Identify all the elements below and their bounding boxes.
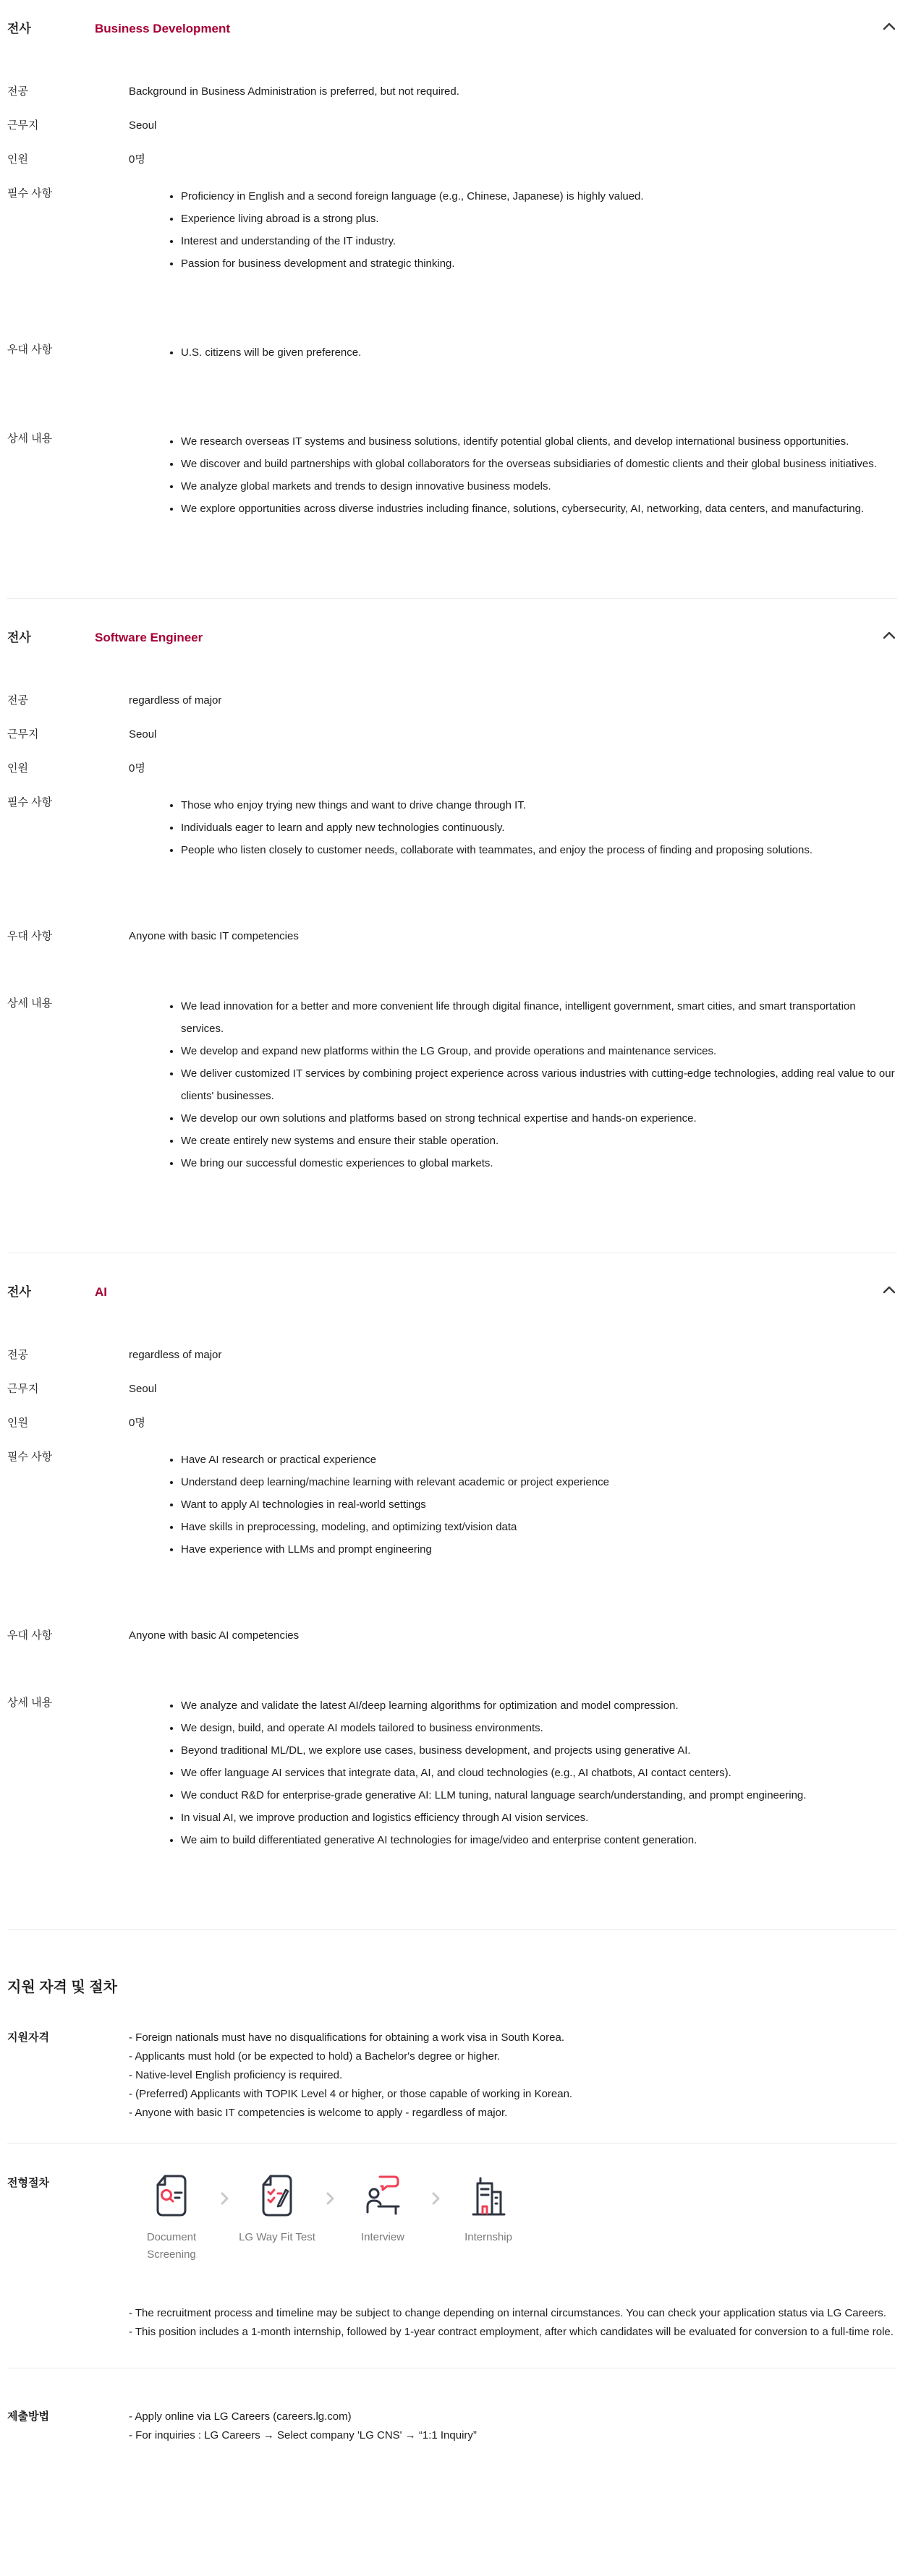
field-label: 우대 사항 bbox=[7, 344, 53, 356]
field-label: 근무지 bbox=[7, 119, 39, 132]
field-label: 상세 내용 bbox=[7, 432, 53, 445]
field-row-location bbox=[7, 117, 897, 134]
step-name: Internship bbox=[464, 2231, 512, 2243]
field-row-details bbox=[7, 430, 897, 520]
field-row-requirements bbox=[7, 794, 897, 861]
list-item: • We analyze and validate the latest AI/deep learning algorithms for optimization and model compression. bbox=[181, 1694, 897, 1717]
collapse-section-button[interactable] bbox=[883, 22, 896, 30]
step-internship bbox=[446, 2174, 531, 2246]
job-title: Software Engineer bbox=[95, 631, 203, 644]
process-content bbox=[129, 2174, 897, 2342]
building-icon bbox=[470, 2174, 506, 2217]
list-item: • We design, build, and operate AI models tailored to business environments. bbox=[181, 1717, 897, 1739]
field-row-headcount bbox=[7, 1415, 897, 1431]
job-title: Business Development bbox=[95, 22, 231, 35]
collapse-section-button[interactable] bbox=[883, 631, 896, 639]
job-category-label: 전사 bbox=[7, 22, 31, 35]
field-row-preferred bbox=[7, 928, 897, 944]
field-row-location bbox=[7, 726, 897, 743]
list-item: • We discover and build partnerships with global collaborators for the overseas subsidiaries of domestic clients and their global business initiatives. bbox=[181, 453, 897, 475]
qualification-line: - Native-level English proficiency is required. bbox=[129, 2069, 343, 2081]
checklist-pencil-icon bbox=[260, 2174, 294, 2217]
list-item: • Want to apply AI technologies in real-world settings bbox=[181, 1493, 897, 1516]
field-row-requirements bbox=[7, 185, 897, 275]
details-list bbox=[129, 1694, 897, 1851]
field-row-preferred bbox=[7, 341, 897, 364]
field-row-headcount bbox=[7, 151, 897, 168]
list-item: • Have skills in preprocessing, modeling, and optimizing text/vision data bbox=[181, 1516, 897, 1538]
field-value: 0명 bbox=[129, 153, 145, 166]
step-arrow-icon bbox=[214, 2177, 234, 2220]
process-label: 전형절차 bbox=[7, 2177, 49, 2189]
field-row-major bbox=[7, 1347, 897, 1363]
list-item: • Proficiency in English and a second foreign language (e.g., Chinese, Japanese) is highly valued. bbox=[181, 185, 897, 208]
field-label: 전공 bbox=[7, 85, 28, 98]
job-category-label: 전사 bbox=[7, 631, 31, 644]
list-item: • Individuals eager to learn and apply new technologies continuously. bbox=[181, 816, 897, 839]
requirements-list bbox=[129, 1449, 897, 1561]
qualification-line: - Anyone with basic IT competencies is welcome to apply - regardless of major. bbox=[129, 2107, 508, 2119]
field-row-major bbox=[7, 83, 897, 100]
field-value: Background in Business Administration is preferred, but not required. bbox=[129, 85, 459, 98]
field-row-location bbox=[7, 1381, 897, 1397]
field-label: 필수 사항 bbox=[7, 796, 53, 809]
job-section-header[interactable] bbox=[7, 1284, 897, 1300]
field-value: regardless of major bbox=[129, 694, 222, 707]
step-arrow-icon bbox=[320, 2177, 340, 2220]
preferred-list bbox=[129, 341, 897, 364]
list-item: • We explore opportunities across diverse industries including finance, solutions, cybersecurity, AI, networking, data centers, and manufacturing. bbox=[181, 498, 897, 520]
process-notes bbox=[129, 2304, 897, 2342]
job-section-header[interactable] bbox=[7, 20, 897, 37]
field-label: 근무지 bbox=[7, 1383, 39, 1395]
field-label: 우대 사항 bbox=[7, 1629, 53, 1642]
submission-label: 제출방법 bbox=[7, 2410, 49, 2423]
list-item: • Experience living abroad is a strong plus. bbox=[181, 208, 897, 230]
step-name: Interview bbox=[360, 2231, 405, 2243]
list-item: • We offer language AI services that integrate data, AI, and cloud technologies (e.g., AI chatbots, AI contact centers). bbox=[181, 1762, 897, 1784]
document-magnifier-icon bbox=[155, 2174, 188, 2217]
field-label: 상세 내용 bbox=[7, 997, 53, 1010]
field-value: Seoul bbox=[129, 1383, 157, 1395]
requirements-list bbox=[129, 185, 897, 275]
field-value: 0명 bbox=[129, 1417, 145, 1429]
qualification-label: 지원자격 bbox=[7, 2031, 49, 2044]
list-item: • We analyze global markets and trends to design innovative business models. bbox=[181, 475, 897, 498]
step-lg-way-fit-test bbox=[234, 2174, 320, 2246]
list-item: • We deliver customized IT services by combining project experience across various industries with cutting-edge technologies, adding real value to our clients' businesses. bbox=[181, 1062, 897, 1107]
field-value: regardless of major bbox=[129, 1349, 222, 1361]
qualification-lines bbox=[129, 2029, 897, 2123]
field-row-requirements bbox=[7, 1449, 897, 1561]
process-note-line: - This position includes a 1-month internship, followed by 1-year contract employment, after which candidates will be evaluated for conversion to a full-time role. bbox=[129, 2326, 894, 2338]
list-item: • We bring our successful domestic experiences to global markets. bbox=[181, 1152, 897, 1174]
field-row-major bbox=[7, 692, 897, 709]
list-item: • Beyond traditional ML/DL, we explore use cases, business development, and projects using generative AI. bbox=[181, 1739, 897, 1762]
job-section-software-engineer bbox=[7, 599, 897, 1253]
qualification-line: - (Preferred) Applicants with TOPIK Level 4 or higher, or those capable of working in Korean. bbox=[129, 2088, 573, 2100]
apply-heading: 지원 자격 및 절차 bbox=[7, 1979, 117, 1995]
apply-section bbox=[7, 1930, 897, 2445]
chevron-up-icon bbox=[883, 631, 896, 641]
job-section-ai bbox=[7, 1253, 897, 1930]
qualification-line: - Foreign nationals must have no disqualifications for obtaining a work visa in South Korea. bbox=[129, 2031, 564, 2044]
list-item: • We conduct R&D for enterprise-grade generative AI: LLM tuning, natural language search/understanding, and prompt engineering. bbox=[181, 1784, 897, 1807]
field-label: 필수 사항 bbox=[7, 187, 53, 200]
submission-lines bbox=[129, 2407, 897, 2445]
field-label: 인원 bbox=[7, 1417, 28, 1429]
step-name: LG Way Fit Test bbox=[239, 2231, 315, 2243]
details-list bbox=[129, 430, 897, 520]
list-item: • Passion for business development and strategic thinking. bbox=[181, 252, 897, 275]
step-interview bbox=[340, 2174, 425, 2246]
collapse-section-button[interactable] bbox=[883, 1286, 896, 1294]
field-value: 0명 bbox=[129, 762, 145, 775]
field-label: 우대 사항 bbox=[7, 930, 53, 942]
list-item: • We lead innovation for a better and more convenient life through digital finance, intelligent government, smart cities, and smart transportation services. bbox=[181, 995, 897, 1040]
qualification-row bbox=[7, 2029, 897, 2144]
requirements-list bbox=[129, 794, 897, 861]
process-steps bbox=[129, 2174, 897, 2264]
process-row bbox=[7, 2144, 897, 2368]
field-label: 상세 내용 bbox=[7, 1697, 53, 1709]
chevron-up-icon bbox=[883, 1285, 896, 1296]
field-label: 인원 bbox=[7, 762, 28, 775]
job-section-header[interactable] bbox=[7, 629, 897, 646]
job-title: AI bbox=[95, 1285, 107, 1299]
job-section-business-development bbox=[7, 0, 897, 599]
submission-row bbox=[7, 2368, 897, 2445]
field-label: 필수 사항 bbox=[7, 1451, 53, 1463]
list-item: • We create entirely new systems and ensure their stable operation. bbox=[181, 1130, 897, 1152]
list-item: • People who listen closely to customer needs, collaborate with teammates, and enjoy the process of finding and proposing solutions. bbox=[181, 839, 897, 861]
field-value: Anyone with basic AI competencies bbox=[129, 1629, 300, 1642]
field-label: 전공 bbox=[7, 694, 28, 707]
list-item: • Those who enjoy trying new things and want to drive change through IT. bbox=[181, 794, 897, 816]
field-label: 전공 bbox=[7, 1349, 28, 1361]
list-item: • We research overseas IT systems and business solutions, identify potential global clients, and develop international business opportunities. bbox=[181, 430, 897, 453]
step-document-screening bbox=[129, 2174, 214, 2264]
list-item: • Interest and understanding of the IT industry. bbox=[181, 230, 897, 252]
list-item: • Understand deep learning/machine learning with relevant academic or project experience bbox=[181, 1471, 897, 1493]
details-list bbox=[129, 995, 897, 1174]
field-label: 근무지 bbox=[7, 728, 39, 741]
field-row-preferred bbox=[7, 1627, 897, 1644]
job-category-label: 전사 bbox=[7, 1285, 31, 1299]
field-value: Anyone with basic IT competencies bbox=[129, 930, 299, 942]
list-item: • We aim to build differentiated generative AI technologies for image/video and enterprise content generation. bbox=[181, 1829, 897, 1851]
list-item: • In visual AI, we improve production and logistics efficiency through AI vision services. bbox=[181, 1807, 897, 1829]
field-label: 인원 bbox=[7, 153, 28, 166]
interview-person-icon bbox=[364, 2174, 402, 2217]
field-row-details bbox=[7, 995, 897, 1174]
field-value: Seoul bbox=[129, 119, 157, 132]
field-row-details bbox=[7, 1694, 897, 1851]
list-item: • U.S. citizens will be given preference. bbox=[181, 341, 897, 364]
submission-line: - For inquiries : LG Careers → Select company 'LG CNS' → “1:1 Inquiry” bbox=[129, 2429, 477, 2441]
list-item: • We develop and expand new platforms within the LG Group, and provide operations and maintenance services. bbox=[181, 1040, 897, 1062]
list-item: • Have experience with LLMs and prompt engineering bbox=[181, 1538, 897, 1561]
process-note-line: - The recruitment process and timeline may be subject to change depending on internal circumstances. You can check your application status via LG Careers. bbox=[129, 2307, 886, 2319]
submission-line: - Apply online via LG Careers (careers.lg.com) bbox=[129, 2410, 352, 2423]
step-arrow-icon bbox=[425, 2177, 446, 2220]
list-item: • Have AI research or practical experience bbox=[181, 1449, 897, 1471]
chevron-up-icon bbox=[883, 22, 896, 33]
field-row-headcount bbox=[7, 760, 897, 777]
field-value: Seoul bbox=[129, 728, 157, 741]
qualification-line: - Applicants must hold (or be expected to hold) a Bachelor's degree or higher. bbox=[129, 2050, 501, 2063]
list-item: • We develop our own solutions and platforms based on strong technical expertise and hands-on experience. bbox=[181, 1107, 897, 1130]
step-name: Document Screening bbox=[146, 2231, 197, 2261]
